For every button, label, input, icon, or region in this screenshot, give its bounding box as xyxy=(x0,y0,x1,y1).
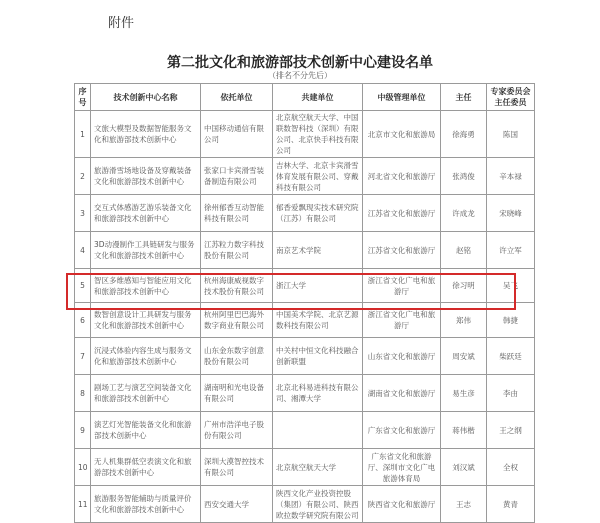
center-name: 文旅大模型及数据智能服务文化和旅游部技术创新中心 xyxy=(91,111,201,158)
center-name: 数智创意设计工具研发与服务文化和旅游部技术创新中心 xyxy=(91,303,201,338)
host-unit: 江苏粒力数字科技股份有限公司 xyxy=(201,232,273,269)
row-index: 3 xyxy=(75,195,91,232)
center-name: 旅游服务智能辅助与质量评价文化和旅游部技术创新中心 xyxy=(91,486,201,523)
co-builders: 北京航空航天大学、中国联数智科技（深圳）有限公司、北京快手科技有限公司 xyxy=(273,111,363,158)
expert-chair: 许立军 xyxy=(487,232,535,269)
center-name: 无人机集群低空表演文化和旅游部技术创新中心 xyxy=(91,449,201,486)
host-unit: 杭州阿里巴巴海外数字商业有限公司 xyxy=(201,303,273,338)
table-header-row xyxy=(75,84,535,111)
row-index: 8 xyxy=(75,375,91,412)
expert-chair: 黄青 xyxy=(487,486,535,523)
co-builders: 陕西文化产业投资控股（集团）有限公司、陕西欧拉数学研究院有限公司 xyxy=(273,486,363,523)
management-unit: 浙江省文化广电和旅游厅 xyxy=(363,269,441,303)
table-row-highlighted xyxy=(75,303,535,338)
table-row xyxy=(75,232,535,269)
col-header-center-name: 技术创新中心名称 xyxy=(91,84,201,111)
co-builders: 北京航空航天大学 xyxy=(273,449,363,486)
director: 周安斌 xyxy=(441,338,487,375)
document-title: 第二批文化和旅游部技术创新中心建设名单 xyxy=(167,55,433,71)
expert-chair: 宋晓峰 xyxy=(487,195,535,232)
director: 易生彦 xyxy=(441,375,487,412)
host-unit: 中国移动通信有限公司 xyxy=(201,111,273,158)
center-name: 交互式体感游艺游乐装备文化和旅游部技术创新中心 xyxy=(91,195,201,232)
management-unit: 山东省文化和旅游厅 xyxy=(363,338,441,375)
attachment-label: 附件 xyxy=(108,16,135,31)
row-index: 5 xyxy=(75,269,91,303)
table-row xyxy=(75,195,535,232)
center-name: 沉浸式体验内容生成与服务文化和旅游部技术创新中心 xyxy=(91,338,201,375)
management-unit: 广东省文化和旅游厅 xyxy=(363,412,441,449)
table-row xyxy=(75,158,535,195)
management-unit: 北京市文化和旅游局 xyxy=(363,111,441,158)
director: 王志 xyxy=(441,486,487,523)
co-builders: 北京北科易进科技有限公司、湘潭大学 xyxy=(273,375,363,412)
document-subtitle: （排名不分先后） xyxy=(268,71,332,80)
center-list-table xyxy=(74,83,535,523)
row-index: 4 xyxy=(75,232,91,269)
row-index: 9 xyxy=(75,412,91,449)
co-builders xyxy=(273,412,363,449)
col-header-co-builders: 共建单位 xyxy=(273,84,363,111)
management-unit: 河北省文化和旅游厅 xyxy=(363,158,441,195)
expert-chair: 王之纲 xyxy=(487,412,535,449)
expert-chair: 韩捷 xyxy=(487,303,535,338)
col-header-management-unit: 中级管理单位 xyxy=(363,84,441,111)
management-unit: 湖南省文化和旅游厅 xyxy=(363,375,441,412)
management-unit: 广东省文化和旅游厅、深圳市文化广电旅游体育局 xyxy=(363,449,441,486)
host-unit: 山东金东数字创意股份有限公司 xyxy=(201,338,273,375)
management-unit: 江苏省文化和旅游厅 xyxy=(363,195,441,232)
director: 徐习明 xyxy=(441,269,487,303)
expert-chair: 全权 xyxy=(487,449,535,486)
co-builders: 吉林大学、北京卡宾滑雪体育发展有限公司、穿戴科技有限公司 xyxy=(273,158,363,195)
director: 赵铭 xyxy=(441,232,487,269)
table-row xyxy=(75,111,535,158)
center-name: 演艺灯光智能装备文化和旅游部技术创新中心 xyxy=(91,412,201,449)
director: 蒋伟楷 xyxy=(441,412,487,449)
col-header-index: 序号 xyxy=(75,84,91,111)
center-name: 3D动漫制作工具链研发与服务文化和旅游部技术创新中心 xyxy=(91,232,201,269)
management-unit: 浙江省文化广电和旅游厅 xyxy=(363,303,441,338)
center-name: 智区多维感知与智能应用文化和旅游部技术创新中心 xyxy=(91,269,201,303)
col-header-expert-chair: 专家委员会主任委员 xyxy=(487,84,535,111)
director: 徐海勇 xyxy=(441,111,487,158)
co-builders: 中关村中恒文化科技融合创新联盟 xyxy=(273,338,363,375)
center-name: 旅游滑雪场地设备及穿戴装备文化和旅游部技术创新中心 xyxy=(91,158,201,195)
host-unit: 张家口卡宾滑雪装备制造有限公司 xyxy=(201,158,273,195)
host-unit: 湖南明和光电设备有限公司 xyxy=(201,375,273,412)
row-index: 11 xyxy=(75,486,91,523)
host-unit: 西安交通大学 xyxy=(201,486,273,523)
expert-chair: 陈国 xyxy=(487,111,535,158)
col-header-director: 主任 xyxy=(441,84,487,111)
co-builders: 中国美术学院、北京艺源数科技有限公司 xyxy=(273,303,363,338)
director: 刘汉斌 xyxy=(441,449,487,486)
co-builders: 郁香爱飘现实技术研究院（江苏）有限公司 xyxy=(273,195,363,232)
row-index: 6 xyxy=(75,303,91,338)
management-unit: 陕西省文化和旅游厅 xyxy=(363,486,441,523)
table-row xyxy=(75,412,535,449)
col-header-host-unit: 依托单位 xyxy=(201,84,273,111)
row-index: 2 xyxy=(75,158,91,195)
expert-chair: 李由 xyxy=(487,375,535,412)
row-index: 10 xyxy=(75,449,91,486)
row-index: 7 xyxy=(75,338,91,375)
table-row xyxy=(75,375,535,412)
co-builders: 浙江大学 xyxy=(273,269,363,303)
row-index: 1 xyxy=(75,111,91,158)
table-row xyxy=(75,338,535,375)
expert-chair: 柴跃廷 xyxy=(487,338,535,375)
table-row xyxy=(75,449,535,486)
host-unit: 杭州海康威视数字技术股份有限公司 xyxy=(201,269,273,303)
co-builders: 南京艺术学院 xyxy=(273,232,363,269)
table-row xyxy=(75,486,535,523)
host-unit: 广州市浩洋电子股份有限公司 xyxy=(201,412,273,449)
director: 张鸿俊 xyxy=(441,158,487,195)
host-unit: 徐州郁香互动智能科技有限公司 xyxy=(201,195,273,232)
center-name: 剧场工艺与演艺空间装备文化和旅游部技术创新中心 xyxy=(91,375,201,412)
expert-chair: 辛本禄 xyxy=(487,158,535,195)
host-unit: 深圳大漠智控技术有限公司 xyxy=(201,449,273,486)
director: 许成龙 xyxy=(441,195,487,232)
table-row xyxy=(75,269,535,303)
expert-chair: 吴飞 xyxy=(487,269,535,303)
director: 郑伟 xyxy=(441,303,487,338)
management-unit: 江苏省文化和旅游厅 xyxy=(363,232,441,269)
